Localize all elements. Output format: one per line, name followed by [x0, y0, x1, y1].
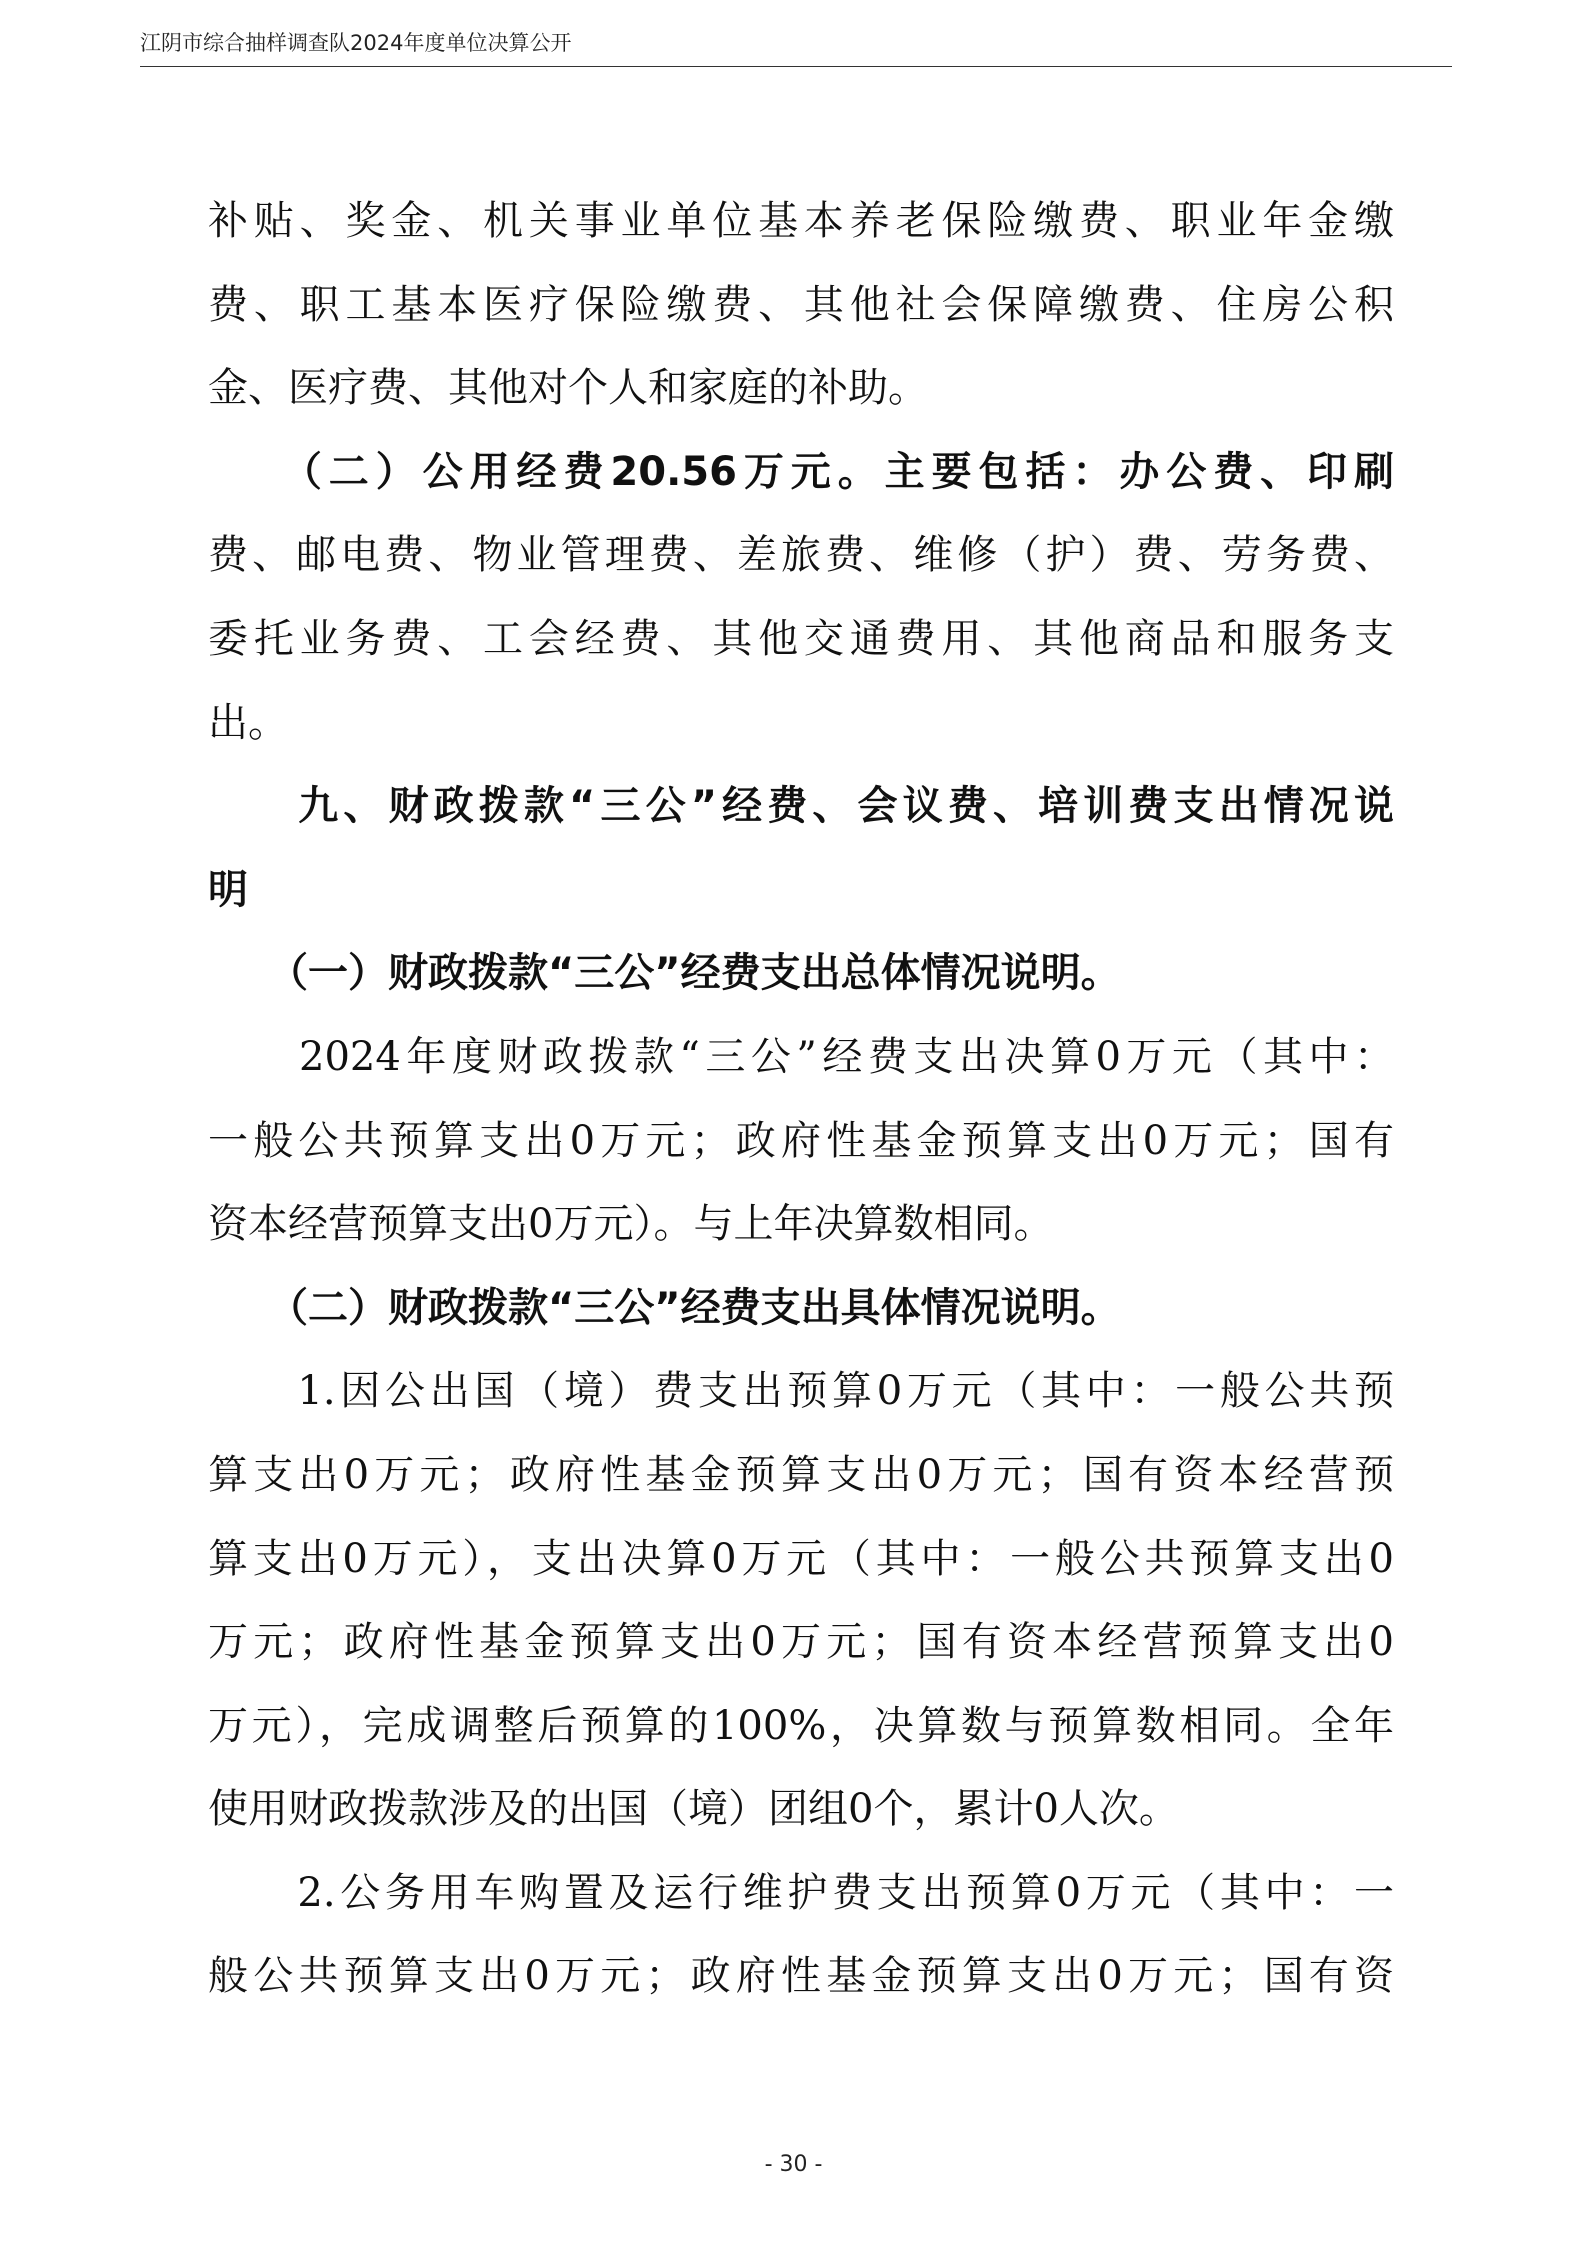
page-number: - 30 -	[764, 2152, 823, 2177]
section-heading: 九、财政拨款“三公”经费、会议费、培训费支出情况说	[208, 783, 1394, 830]
text-line: 1.因公出国（境）费支出预算0万元（其中：一般公共预	[208, 1368, 1394, 1415]
text-line: 资本经营预算支出0万元）。与上年决算数相同。	[208, 1201, 1054, 1248]
text-line: 费、职工基本医疗保险缴费、其他社会保障缴费、住房公积	[208, 281, 1394, 328]
subsection-heading: （二）财政拨款“三公”经费支出具体情况说明。	[208, 1284, 1121, 1331]
text-line: 一般公共预算支出0万元；政府性基金预算支出0万元；国有	[208, 1117, 1394, 1164]
text-line: 补贴、奖金、机关事业单位基本养老保险缴费、职业年金缴	[208, 198, 1394, 244]
body-text	[208, 180, 1394, 2019]
text-line: 金、医疗费、其他对个人和家庭的补助。	[208, 365, 928, 412]
text-line: 使用财政拨款涉及的出国（境）团组0个，累计0人次。	[208, 1786, 1179, 1833]
text-line: 万元；政府性基金预算支出0万元；国有资本经营预算支出0	[208, 1619, 1394, 1666]
subsection-heading: （一）财政拨款“三公”经费支出总体情况说明。	[208, 950, 1121, 997]
text-line: 2.公务用车购置及运行维护费支出预算0万元（其中：一	[208, 1869, 1394, 1916]
text-line: 费、邮电费、物业管理费、差旅费、维修（护）费、劳务费、	[208, 532, 1394, 579]
text-line: 委托业务费、工会经费、其他交通费用、其他商品和服务支	[208, 615, 1394, 662]
text-line: 出。	[208, 699, 288, 746]
text-line: 2024年度财政拨款“三公”经费支出决算0万元（其中：	[208, 1033, 1394, 1080]
text-line: （二）公用经费20.56万元。主要包括：办公费、印刷	[208, 448, 1394, 495]
text-line: 般公共预算支出0万元；政府性基金预算支出0万元；国有资	[208, 1953, 1394, 2000]
text-line: 算支出0万元），支出决算0万元（其中：一般公共预算支出0	[208, 1535, 1394, 1582]
page-header-title: 江阴市综合抽样调查队2024年度单位决算公开	[140, 31, 572, 55]
text-line: 万元），完成调整后预算的100%，决算数与预算数相同。全年	[208, 1702, 1394, 1749]
text-line: 算支出0万元；政府性基金预算支出0万元；国有资本经营预	[208, 1451, 1394, 1498]
section-heading: 明	[208, 866, 248, 913]
header-divider	[140, 66, 1452, 67]
